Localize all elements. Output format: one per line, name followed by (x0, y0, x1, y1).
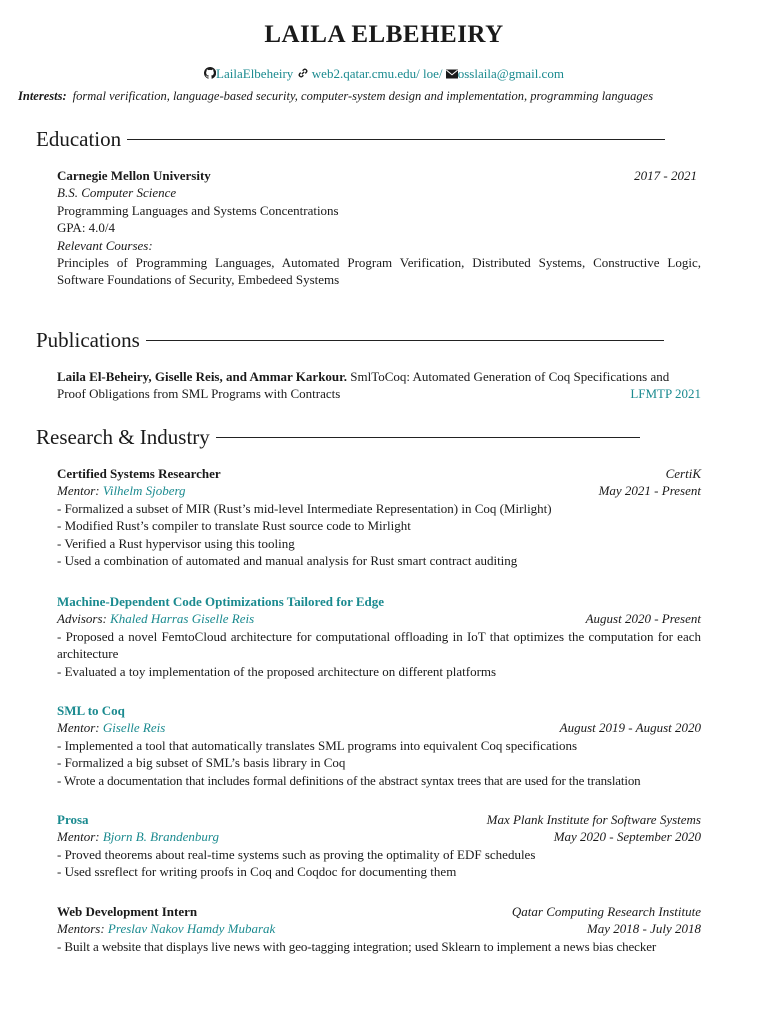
website-link[interactable]: web2.qatar.cmu.edu/ loe/ (311, 66, 443, 81)
publication-venue-link[interactable]: LFMTP 2021 (630, 386, 701, 402)
research-entry (57, 593, 701, 680)
entry-title: Web Development Intern (57, 904, 198, 919)
section-rule (146, 340, 664, 341)
entry-org: Qatar Computing Research Institute (511, 904, 701, 919)
education-block (57, 167, 701, 289)
education-heading (36, 127, 665, 152)
entry-title-link[interactable]: Prosa (57, 812, 89, 827)
interests-label: Interests: (18, 89, 67, 103)
bullet: - Built a website that displays live news with geo-tagging integration; used Sklearn to implement a news bias checker (57, 938, 657, 954)
entry-org: Max Plank Institute for Software Systems (486, 812, 701, 827)
degree: B.S. Computer Science (57, 185, 177, 201)
contact-line (0, 66, 768, 83)
section-rule (216, 437, 640, 438)
bullet: - Proved theorems about real-time systems such as proving the optimality of EDF schedules (57, 846, 536, 862)
bullet: - Verified a Rust hypervisor using this tooling (57, 535, 295, 551)
research-entry (57, 811, 701, 881)
research-entry (57, 702, 701, 789)
bullet: - Evaluated a toy implementation of the proposed architecture on different platforms (57, 663, 497, 679)
section-rule (127, 139, 665, 140)
bullet: - Implemented a tool that automatically translates SML programs into equivalent Coq specifications (57, 737, 578, 753)
entry-dates: August 2020 - Present (585, 611, 701, 627)
mentor-link[interactable]: Bjorn B. Brandenburg (102, 829, 220, 845)
envelope-icon (446, 67, 458, 83)
bullet: - Modified Rust’s compiler to translate Rust source code to Mirlight (57, 518, 411, 534)
bullet: - Used a combination of automated and manual analysis for Rust smart contract auditing (57, 553, 518, 569)
publication-entry (57, 368, 701, 403)
bullet: - Wrote a documentation that includes formal definitions of the abstract syntax trees that are used for the translation (57, 772, 641, 788)
gpa: GPA: 4.0/4 (57, 220, 116, 236)
publication-title-line1: SmlToCoq: Automated Generation of Coq Specifications and (350, 369, 670, 384)
education-dates: 2017 - 2021 (634, 168, 697, 183)
courses-list: Principles of Programming Languages, Automated Program Verification, Distributed Systems, Constructive Logic, Software Foundations of Security, Embedeed Systems (57, 255, 701, 288)
research-heading-text: Research & Industry (36, 425, 210, 449)
entry-dates: May 2021 - Present (598, 483, 701, 499)
interests-line (18, 89, 653, 104)
github-icon (204, 67, 216, 83)
resume-name: LAILA ELBEHEIRY (264, 21, 504, 48)
bullet: - Formalized a big subset of SML’s basis library in Coq (57, 755, 346, 771)
mentor-label: Advisors: (57, 611, 107, 627)
research-entry (57, 465, 701, 569)
research-heading (36, 425, 640, 450)
entry-title: Certified Systems Researcher (57, 466, 221, 481)
mentor-label: Mentor: (57, 720, 100, 736)
entry-dates: August 2019 - August 2020 (559, 720, 701, 736)
mentor-link[interactable]: Khaled Harras Giselle Reis (110, 611, 255, 627)
entry-org: CertiK (665, 466, 701, 481)
github-link[interactable]: LailaElbeheiry (216, 66, 294, 81)
mentor-label: Mentor: (57, 483, 100, 499)
entry-title-link[interactable]: SML to Coq (57, 703, 125, 718)
school-name: Carnegie Mellon University (57, 168, 211, 183)
bullet: - Formalized a subset of MIR (Rust’s mid-level Intermediate Representation) in Coq (Mirlight) (57, 500, 552, 516)
publication-title-line2: Proof Obligations from SML Programs with Contracts (57, 386, 341, 402)
mentor-link[interactable]: Giselle Reis (102, 720, 166, 736)
publication-authors: Laila El-Beheiry, Giselle Reis, and Ammar Karkour. (57, 369, 347, 384)
interests-text: formal verification, language-based security, computer-system design and implementation, programming languages (72, 89, 654, 103)
mentor-link[interactable]: Vilhelm Sjoberg (102, 483, 186, 499)
education-heading-text: Education (36, 127, 122, 151)
mentor-label: Mentors: (57, 921, 105, 937)
concentration: Programming Languages and Systems Concentrations (57, 202, 339, 218)
entry-title-link[interactable]: Machine-Dependent Code Optimizations Tailored for Edge (57, 594, 385, 609)
bullet: - Used ssreflect for writing proofs in Coq and Coqdoc for documenting them (57, 864, 457, 880)
link-icon (297, 67, 309, 83)
email-link[interactable]: osslaila@gmail.com (457, 66, 564, 81)
courses-label: Relevant Courses: (57, 237, 153, 253)
publications-heading (36, 328, 664, 353)
bullet: - Proposed a novel FemtoCloud architecture for computational offloading in IoT that optimizes the computation for each architecture (57, 628, 701, 662)
research-entry (57, 903, 701, 955)
entry-dates: May 2020 - September 2020 (553, 829, 701, 845)
entry-dates: May 2018 - July 2018 (586, 921, 701, 937)
publications-heading-text: Publications (36, 328, 140, 352)
mentor-label: Mentor: (57, 829, 100, 845)
mentor-link[interactable]: Preslav Nakov Hamdy Mubarak (107, 921, 276, 937)
